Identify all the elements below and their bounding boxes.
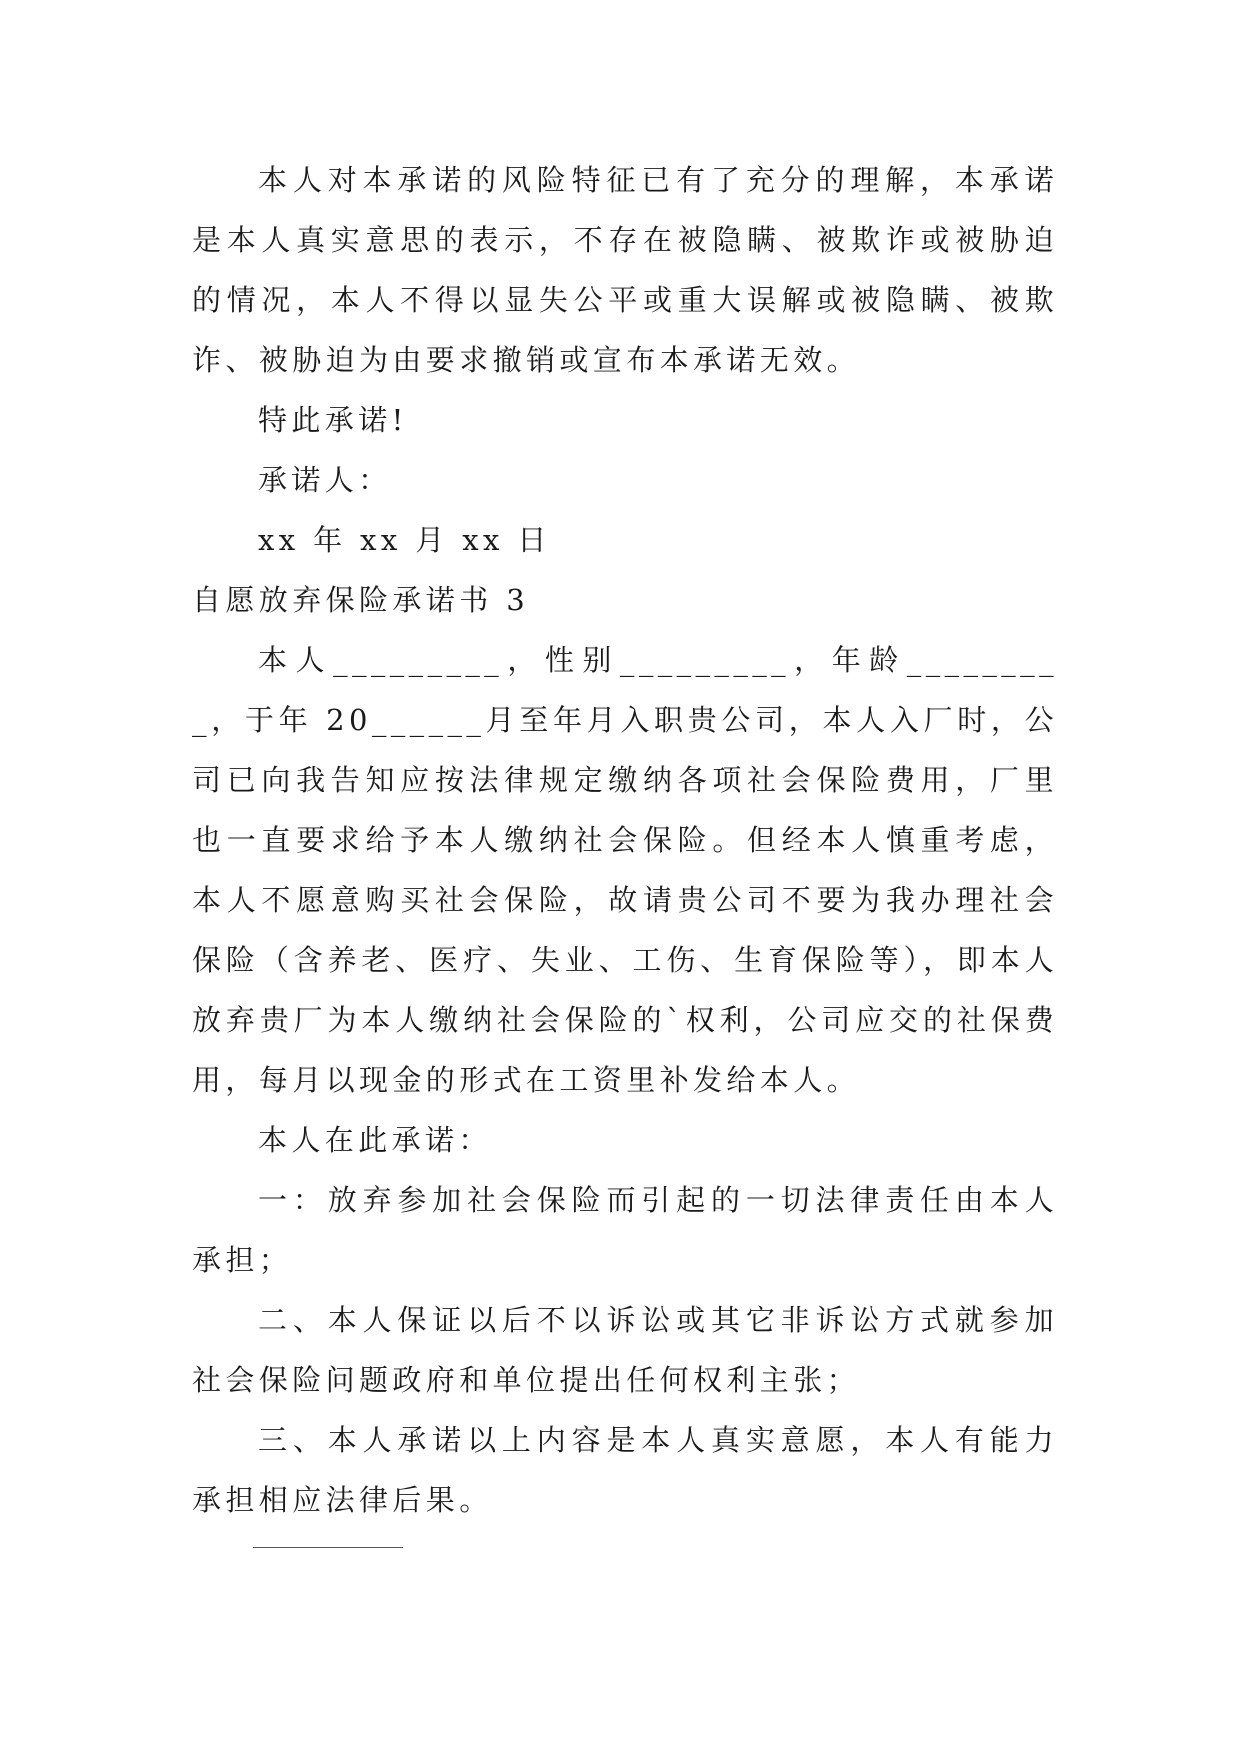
paragraph-risk-understanding: 本人对本承诺的风险特征已有了充分的理解，本承诺是本人真实意思的表示，不存在被隐瞒、被欺诈或被胁迫的情况，本人不得以显失公平或重大误解或被隐瞒、被欺诈、被胁迫为由要求撤销或宣布本承诺无效。 <box>192 163 1058 377</box>
document-body <box>192 150 1058 1530</box>
paragraph-item-two: 二、本人保证以后不以诉讼或其它非诉讼方式就参加社会保险问题政府和单位提出任何权利主张； <box>192 1303 1058 1397</box>
paragraph-promisor: 承诺人： <box>258 463 392 497</box>
paragraph-employee-statement: 本人_________，性别_________，年龄_________，于年 20______月至年月入职贵公司，本人入厂时，公司已向我告知应按法律规定缴纳各项社会保险费用，厂里也一直要求给予本人缴纳社会保险。但经本人慎重考虑，本人不愿意购买社会保险，故请贵公司不要为我办理社会保险（含养老、医疗、失业、工伤、生育保险等），即本人放弃贵厂为本人缴纳社会保险的`权利，公司应交的社保费用，每月以现金的形式在工资里补发给本人。 <box>192 643 1058 1097</box>
paragraph-hereby-promise: 特此承诺! <box>258 403 408 437</box>
footer-divider <box>253 1547 403 1548</box>
paragraph-item-three: 三、本人承诺以上内容是本人真实意愿，本人有能力承担相应法律后果。 <box>192 1423 1058 1517</box>
section-title: 自愿放弃保险承诺书 3 <box>192 583 530 617</box>
paragraph-date: xx 年 xx 月 xx 日 <box>258 523 551 557</box>
paragraph-item-one: 一：放弃参加社会保险而引起的一切法律责任由本人承担； <box>192 1183 1058 1277</box>
paragraph-promise-intro: 本人在此承诺： <box>258 1123 492 1157</box>
